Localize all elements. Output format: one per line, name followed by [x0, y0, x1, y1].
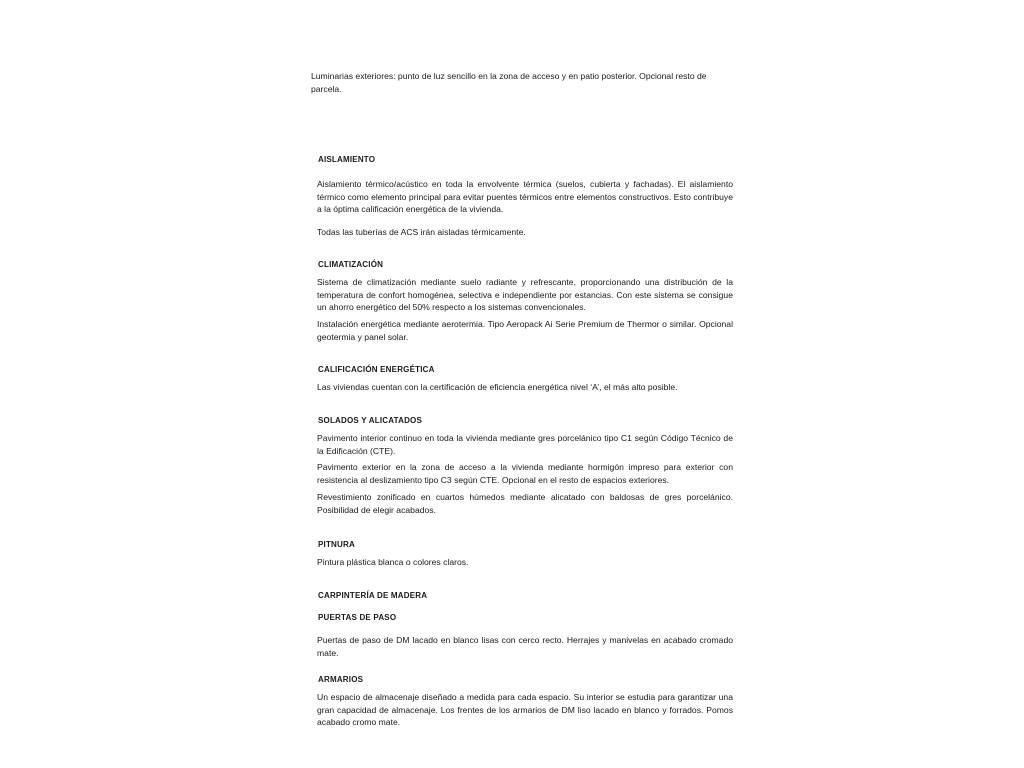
aislamiento-paragraph-2: Todas las tuberías de ACS irán aisladas térmicamente. [317, 227, 526, 237]
climatizacion-paragraph-2: Instalación energética mediante aerotermia. Tipo Aeropack Ai Serie Premium de Thermor o similar. Opcional geotermia y panel solar. [317, 319, 733, 342]
solados-paragraph-1: Pavimento interior continuo en toda la vivienda mediante gres porcelánico tipo C1 según Código Técnico de la Edificación (CTE). [317, 433, 733, 456]
solados-paragraph-3: Revestimiento zonificado en cuartos húmedos mediante alicatado con baldosas de gres porcelánico. Posibilidad de elegir acabados. [317, 492, 733, 515]
climatizacion-paragraph-1: Sistema de climatización mediante suelo radiante y refrescante, proporcionando una distribución de la temperatura de confort homogénea, selectiva e independiente por estancias. Con este sistema se consigue un ahorro energético del 50% respecto a los sistemas convencionales. [317, 277, 733, 313]
puertas-paragraph-1: Puertas de paso de DM lacado en blanco lisas con cerco recto. Herrajes y manivelas en acabado cromado mate. [317, 635, 733, 658]
subsection-heading-puertas: PUERTAS DE PASO [318, 613, 397, 622]
armarios-paragraph-1: Un espacio de almacenaje diseñado a medida para cada espacio. Su interior se estudia para garantizar una gran capacidad de almacenaje. Los frentes de los armarios de DM liso lacado en blanco y forrados. Pomos acabado cromo mate. [317, 692, 733, 728]
solados-paragraph-2: Pavimento exterior en la zona de acceso a la vivienda mediante hormigón impreso para exterior con resistencia al deslizamiento tipo C3 según CTE. Opcional en el resto de espacios exteriores. [317, 462, 733, 485]
section-heading-calificacion: CALIFICACIÓN ENERGÉTICA [318, 365, 435, 374]
intro-paragraph: Luminarias exteriores: punto de luz sencillo en la zona de acceso y en patio posterior. Opcional resto de parcela. [311, 71, 707, 94]
section-heading-pintura: PITNURA [318, 540, 355, 549]
section-heading-carpinteria: CARPINTERÍA DE MADERA [318, 591, 428, 600]
section-heading-aislamiento: AISLAMIENTO [318, 155, 376, 164]
section-heading-climatizacion: CLIMATIZACIÓN [318, 260, 384, 269]
aislamiento-paragraph-1: Aislamiento térmico/acústico en toda la envolvente térmica (suelos, cubierta y fachadas). El aislamiento térmico como elemento principal para evitar puentes térmicos entre elementos constructivos. Esto contribuye a la óptima calificación energética de la vivienda. [317, 179, 733, 215]
subsection-heading-armarios: ARMARIOS [318, 675, 364, 684]
section-heading-solados: SOLADOS Y ALICATADOS [318, 416, 423, 425]
calificacion-paragraph-1: Las viviendas cuentan con la certificación de eficiencia energética nivel ‘A’, el más alto posible. [317, 382, 678, 392]
pintura-paragraph-1: Pintura plástica blanca o colores claros. [317, 557, 469, 567]
